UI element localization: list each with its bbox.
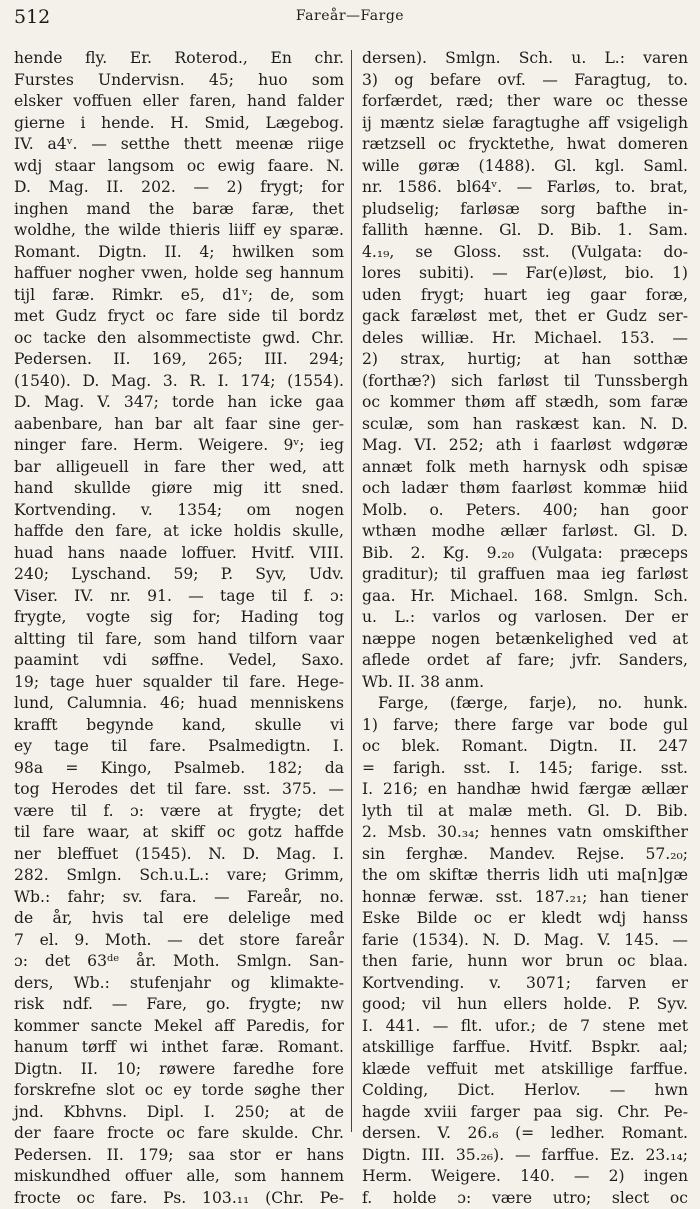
text-line: risk ndf. — Fare, go. frygte; nw bbox=[14, 994, 344, 1016]
text-line: Kortvending. v. 3071; farven er bbox=[362, 973, 688, 995]
text-line: inghen mand the baræ faræ, thet bbox=[14, 199, 344, 221]
text-line: forskrefne slot oc ey torde søghe ther bbox=[14, 1080, 344, 1102]
text-line: ner bleffuet (1545). N. D. Mag. I. bbox=[14, 844, 344, 866]
text-line: frocte oc fare. Ps. 103.₁₁ (Chr. Pe- bbox=[14, 1188, 344, 1209]
text-line: ey tage til fare. Psalmedigtn. I. bbox=[14, 736, 344, 758]
text-line: annæt folk meth harnysk odh spisæ bbox=[362, 457, 688, 479]
text-line: haffuer nogher vwen, holde seg hannum bbox=[14, 263, 344, 285]
text-line: oc blek. Romant. Digtn. II. 247 bbox=[362, 736, 688, 758]
text-line: oc kommer thøm aff stædh, som faræ bbox=[362, 392, 688, 414]
text-line: lund, Calumnia. 46; huad menniskens bbox=[14, 693, 344, 715]
text-line: the om skiftæ therris lidh uti ma[n]gæ bbox=[362, 865, 688, 887]
text-line: Furstes Undervisn. 45; huo som bbox=[14, 70, 344, 92]
text-line: f. holde ɔ: være utro; slect oc bbox=[362, 1188, 688, 1209]
text-line: 3) og befare ovf. — Faragtug, to. bbox=[362, 70, 688, 92]
text-line: sculæ, som han raskæst kan. N. D. bbox=[362, 414, 688, 436]
text-line: aabenbare, han bar alt faar sine ger- bbox=[14, 414, 344, 436]
text-line: frygte, vogte sig for; Hading tog bbox=[14, 607, 344, 629]
text-line: tijl faræ. Rimkr. e5, d1ᵛ; de, som bbox=[14, 285, 344, 307]
text-line: ninger fare. Herm. Weigere. 9ᵛ; ieg bbox=[14, 435, 344, 457]
text-line: IV. a4ᵛ. — setthe thett meenæ riige bbox=[14, 134, 344, 156]
text-line: uden frygt; huart ieg gaar foræ, bbox=[362, 285, 688, 307]
page-number: 512 bbox=[14, 6, 50, 28]
text-line: sin ferghæ. Mandev. Rejse. 57.₂₀; bbox=[362, 844, 688, 866]
text-line: 98a = Kingo, Psalmeb. 182; da bbox=[14, 758, 344, 780]
text-line: 2. Msb. 30.₃₄; hennes vatn omskifther bbox=[362, 822, 688, 844]
text-line: miskundhed offuer alle, som hannem bbox=[14, 1166, 344, 1188]
text-line: u. L.: varlos og varlosen. Der er bbox=[362, 607, 688, 629]
text-line: Molb. o. Peters. 400; han goor bbox=[362, 500, 688, 522]
text-line: hagde xviii farger paa sig. Chr. Pe- bbox=[362, 1102, 688, 1124]
text-line: lores subiti). — Far(e)løst, bio. 1) bbox=[362, 263, 688, 285]
text-line: paamint vdi søffne. Vedel, Saxo. bbox=[14, 650, 344, 672]
text-line: wdj staar langsom oc ewig faare. N. bbox=[14, 156, 344, 178]
text-line: jnd. Kbhvns. Dipl. I. 250; at de bbox=[14, 1102, 344, 1124]
text-line: deles williæ. Hr. Michael. 153. — bbox=[362, 328, 688, 350]
text-line: then farie, hunn wor brun oc blaa. bbox=[362, 951, 688, 973]
text-line: graditur); til graffuen maa ieg farløst bbox=[362, 564, 688, 586]
text-line: hanum tørff wi inthet faræ. Romant. bbox=[14, 1037, 344, 1059]
text-line: til fare waar, at skiff oc gotz haffde bbox=[14, 822, 344, 844]
text-line: dersen). Smlgn. Sch. u. L.: varen bbox=[362, 48, 688, 70]
text-line: och ladær thøm faarløst kommæ hiid bbox=[362, 478, 688, 500]
text-line: atskillige farffue. Hvitf. Bspkr. aal; bbox=[362, 1037, 688, 1059]
text-line: Pedersen. II. 169, 265; III. 294; bbox=[14, 349, 344, 371]
text-line: elsker voffuen eller faren, hand falder bbox=[14, 91, 344, 113]
text-line: (forthæ?) sich farløst til Tunssbergh bbox=[362, 371, 688, 393]
text-line: Eske Bilde oc er kledt wdj hanss bbox=[362, 908, 688, 930]
text-line: gierne i hende. H. Smid, Lægebog. bbox=[14, 113, 344, 135]
text-line: ij mæntz sielæ faragtughe aff vsigeligh bbox=[362, 113, 688, 135]
text-line: Kortvending. v. 1354; om nogen bbox=[14, 500, 344, 522]
text-line: Bib. 2. Kg. 9.₂₀ (Vulgata: præceps bbox=[362, 543, 688, 565]
text-line: Colding, Dict. Herlov. — hwn bbox=[362, 1080, 688, 1102]
text-line: Mag. VI. 252; ath i faarløst wdgøræ bbox=[362, 435, 688, 457]
text-line: nr. 1586. bl64ᵛ. — Farløs, to. brat, bbox=[362, 177, 688, 199]
right-column bbox=[362, 48, 688, 1138]
text-line: 240; Lyschand. 59; P. Syv, Udv. bbox=[14, 564, 344, 586]
text-line: dersen. V. 26.₆ (= ledher. Romant. bbox=[362, 1123, 688, 1145]
text-line: der faare frocte oc fare skulde. Chr. bbox=[14, 1123, 344, 1145]
running-head: Fareår—Farge bbox=[14, 8, 686, 24]
text-line: Farge, (færge, farje), no. hunk. bbox=[362, 693, 688, 715]
text-line: krafft begynde kand, skulle vi bbox=[14, 715, 344, 737]
text-line: met Gudz fryct oc fare side til bordz bbox=[14, 306, 344, 328]
text-line: de år, hvis tal ere delelige med bbox=[14, 908, 344, 930]
text-line: 4.₁₉, se Gloss. sst. (Vulgata: do- bbox=[362, 242, 688, 264]
text-line: Herm. Weigere. 140. — 2) ingen bbox=[362, 1166, 688, 1188]
text-line: good; vil hun ellers holde. P. Syv. bbox=[362, 994, 688, 1016]
text-line: Viser. IV. nr. 91. — tage til f. ɔ: bbox=[14, 586, 344, 608]
text-line: 1) farve; there farge var bode gul bbox=[362, 715, 688, 737]
text-line: lyth til at malæ meth. Gl. D. Bib. bbox=[362, 801, 688, 823]
text-line: huad hans naade loffuer. Hvitf. VIII. bbox=[14, 543, 344, 565]
text-line: Wb.: fahr; sv. fara. — Fareår, no. bbox=[14, 887, 344, 909]
text-line: haffde den fare, at icke holdis skulle, bbox=[14, 521, 344, 543]
text-line: Romant. Digtn. II. 4; hwilken som bbox=[14, 242, 344, 264]
text-line: Pedersen. II. 179; saa stor er hans bbox=[14, 1145, 344, 1167]
text-line: D. Mag. V. 347; torde han icke gaa bbox=[14, 392, 344, 414]
text-line: være til f. ɔ: være at frygte; det bbox=[14, 801, 344, 823]
text-line: tog Herodes det til fare. sst. 375. — bbox=[14, 779, 344, 801]
text-line: oc tacke den alsommectiste gwd. Chr. bbox=[14, 328, 344, 350]
text-line: wthæn modhe ællær farløst. Gl. D. bbox=[362, 521, 688, 543]
page-header bbox=[14, 6, 686, 30]
text-line: rætzsell oc frycktethe, hwat domeren bbox=[362, 134, 688, 156]
text-line: 282. Smlgn. Sch.u.L.: vare; Grimm, bbox=[14, 865, 344, 887]
text-line: Wb. II. 38 anm. bbox=[362, 672, 688, 694]
text-line: (1540). D. Mag. 3. R. I. 174; (1554). bbox=[14, 371, 344, 393]
text-line: gack faræløst met, thet er Gudz ser- bbox=[362, 306, 688, 328]
text-line: altting til fare, som hand tilforn vaar bbox=[14, 629, 344, 651]
text-line: klæde veffuit met atskillige farffue. bbox=[362, 1059, 688, 1081]
text-line: woldhe, the wilde thieris liiff ey sparæ. bbox=[14, 220, 344, 242]
text-line: hende fly. Er. Roterod., En chr. bbox=[14, 48, 344, 70]
text-line: I. 216; en handhæ hwid færgæ ællær bbox=[362, 779, 688, 801]
text-line: fallith hænne. Gl. D. Bib. 1. Sam. bbox=[362, 220, 688, 242]
text-line: = farigh. sst. I. 145; farige. sst. bbox=[362, 758, 688, 780]
left-column bbox=[14, 48, 344, 1138]
text-line: ders, Wb.: stufenjahr og klimakte- bbox=[14, 973, 344, 995]
text-line: farie (1534). N. D. Mag. V. 145. — bbox=[362, 930, 688, 952]
text-line: 19; tage huer squalder til fare. Hege- bbox=[14, 672, 344, 694]
text-line: honnæ ferwæ. sst. 187.₂₁; han tiener bbox=[362, 887, 688, 909]
text-line: I. 441. — flt. ufor.; de 7 stene met bbox=[362, 1016, 688, 1038]
text-line: 7 el. 9. Moth. — det store fareår bbox=[14, 930, 344, 952]
text-line: pludselig; farløsæ sorg bafthe in- bbox=[362, 199, 688, 221]
text-line: Digtn. III. 35.₂₆). — farffue. Ez. 23.₁₄; bbox=[362, 1145, 688, 1167]
text-line: D. Mag. II. 202. — 2) frygt; for bbox=[14, 177, 344, 199]
text-line: kommer sancte Mekel aff Paredis, for bbox=[14, 1016, 344, 1038]
text-line: forfærdet, ræd; ther ware oc thesse bbox=[362, 91, 688, 113]
column-divider bbox=[351, 50, 352, 1132]
text-line: Digtn. II. 10; røwere faredhe fore bbox=[14, 1059, 344, 1081]
text-line: gaa. Hr. Michael. 168. Smlgn. Sch. bbox=[362, 586, 688, 608]
text-line: bar alligeuell in fare ther wed, att bbox=[14, 457, 344, 479]
text-line: ɔ: det 63ᵈᵉ år. Moth. Smlgn. San- bbox=[14, 951, 344, 973]
text-line: hand skullde giøre mig itt sned. bbox=[14, 478, 344, 500]
text-line: 2) strax, hurtig; at han sotthæ bbox=[362, 349, 688, 371]
text-line: aflede ordet af fare; jvfr. Sanders, bbox=[362, 650, 688, 672]
text-line: næppe nogen betænkelighed ved at bbox=[362, 629, 688, 651]
text-line: wille gøræ (1488). Gl. kgl. Saml. bbox=[362, 156, 688, 178]
